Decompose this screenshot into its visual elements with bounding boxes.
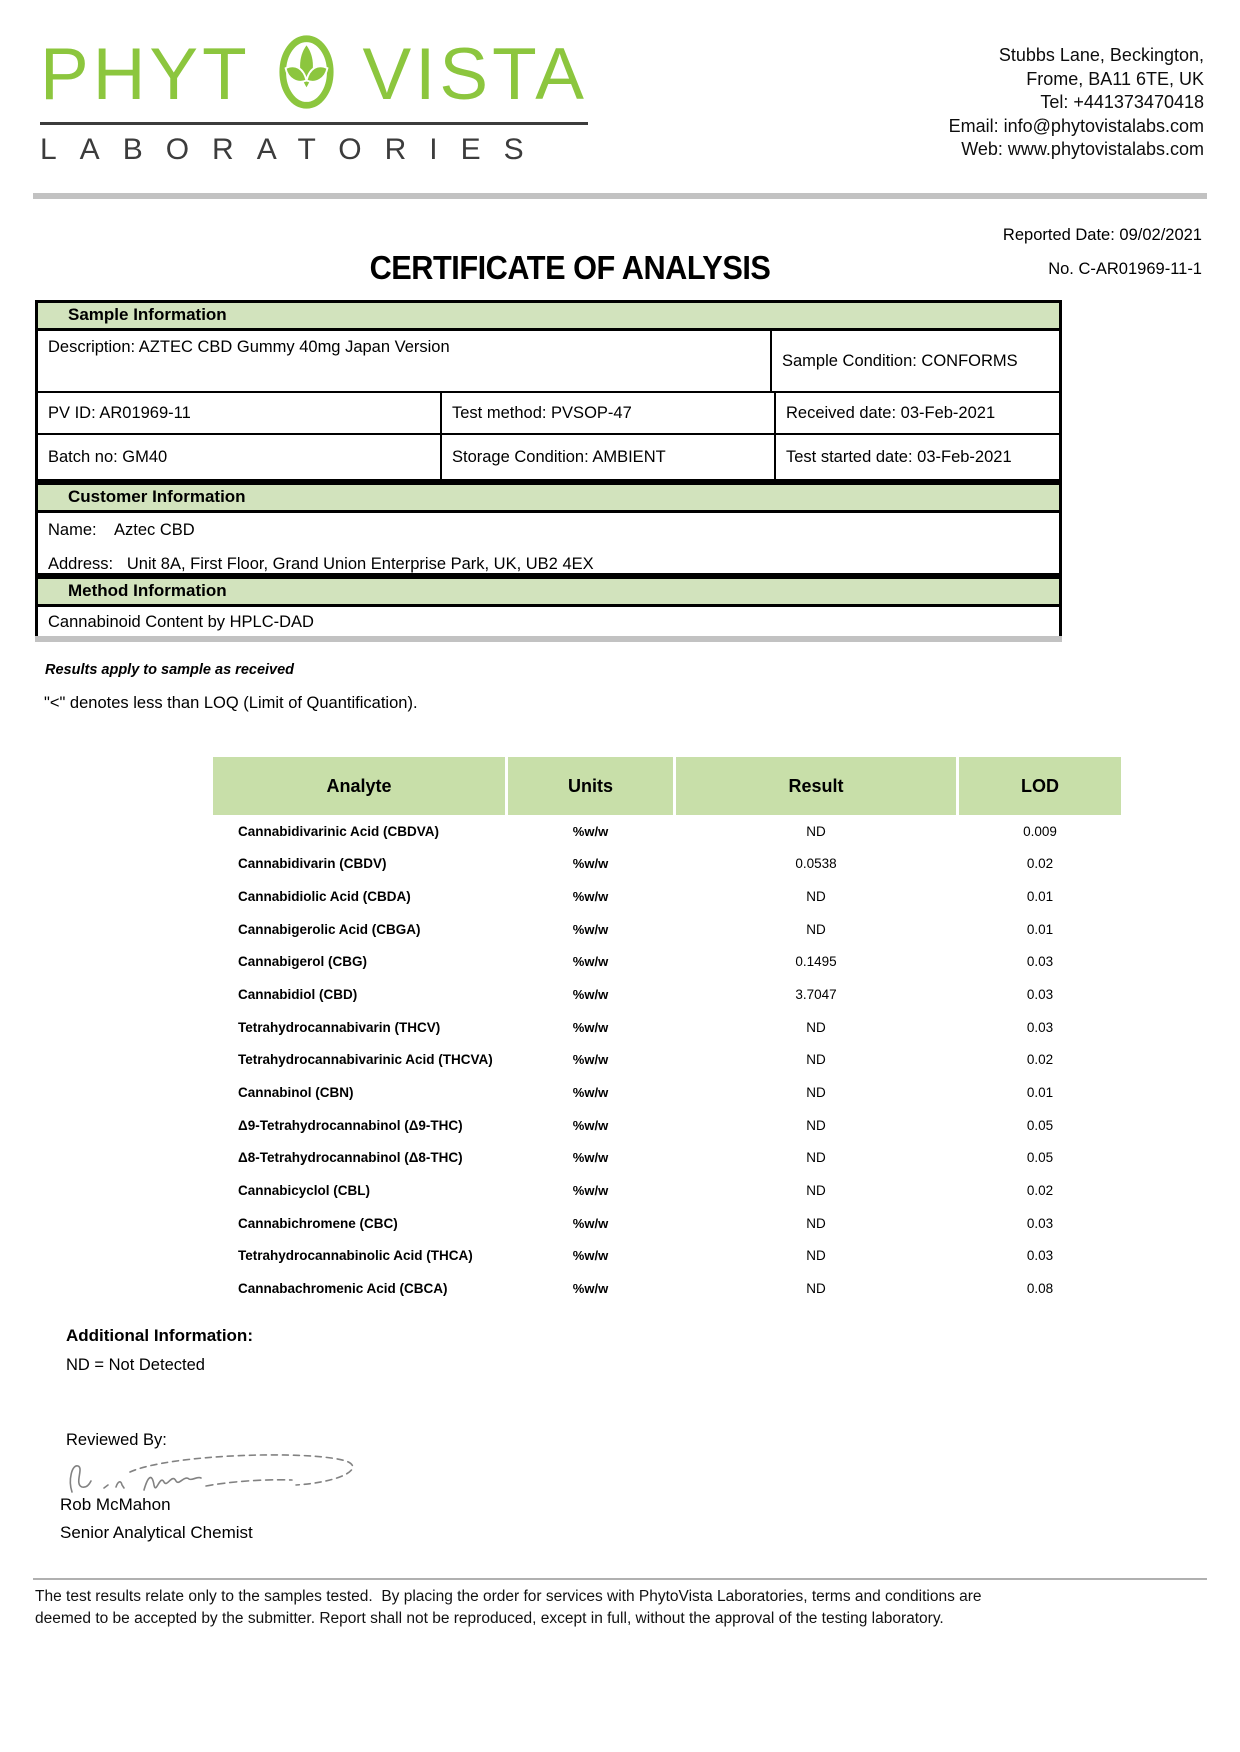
sample-information-box <box>35 300 1062 482</box>
results-cell-analyte: Cannabichromene (CBC) <box>238 1215 398 1231</box>
results-cell-lod: 0.02 <box>1026 1182 1054 1198</box>
address-line: Stubbs Lane, Beckington, <box>998 45 1204 65</box>
results-cell-lod: 0.05 <box>1026 1150 1054 1166</box>
column-header-result: Result <box>676 757 956 815</box>
results-cell-analyte: Cannabidiol (CBD) <box>238 987 358 1003</box>
section-divider <box>35 636 1062 642</box>
customer-name: Name: Aztec CBD <box>48 521 195 539</box>
address-line: Email: info@phytovistalabs.com <box>948 115 1204 136</box>
method-information-box <box>35 576 1062 640</box>
results-row <box>213 1272 1115 1305</box>
section-title-method: Method Information <box>38 579 1059 607</box>
results-cell-analyte: Cannabinol (CBN) <box>238 1084 354 1100</box>
results-cell-units: %w/w <box>572 954 609 970</box>
results-cell-lod: 0.02 <box>1026 1052 1054 1068</box>
results-cell-analyte: Cannabicyclol (CBL) <box>238 1182 371 1198</box>
received-date: Received date: 03-Feb-2021 <box>774 393 1059 433</box>
results-cell-analyte: Cannabigerolic Acid (CBGA) <box>238 921 421 937</box>
reviewed-by-label: Reviewed By: <box>66 1431 167 1449</box>
logo-text-vista: VISTA <box>362 33 588 115</box>
header-divider <box>33 193 1207 199</box>
results-cell-result: 3.7047 <box>795 987 837 1003</box>
results-cell-analyte: Cannabigerol (CBG) <box>238 954 368 970</box>
storage-condition: Storage Condition: AMBIENT <box>440 435 774 479</box>
loq-note: "<" denotes less than LOQ (Limit of Quantification). <box>44 694 418 712</box>
footer-line: deemed to be accepted by the submitter. Report shall not be reproduced, except in full, without the approval of the testing laboratory. <box>35 1609 944 1627</box>
results-cell-analyte: Cannabidiolic Acid (CBDA) <box>238 889 411 905</box>
customer-address: Address: Unit 8A, First Floor, Grand Union Enterprise Park, UK, UB2 4EX <box>48 555 594 573</box>
results-table-header <box>213 757 1115 815</box>
results-cell-lod: 0.02 <box>1026 856 1054 872</box>
column-header-lod: LOD <box>959 757 1121 815</box>
logo-subtitle: LABORATORIES <box>40 133 547 166</box>
results-cell-lod: 0.08 <box>1026 1280 1054 1296</box>
results-cell-lod: 0.009 <box>1023 823 1057 839</box>
column-header-analyte: Analyte <box>213 757 505 815</box>
results-cell-units: %w/w <box>572 1084 609 1100</box>
results-cell-lod: 0.03 <box>1026 954 1054 970</box>
results-cell-units: %w/w <box>572 1150 609 1166</box>
results-table <box>213 757 1115 1305</box>
results-row <box>213 1141 1115 1174</box>
additional-information-title: Additional Information: <box>66 1326 253 1345</box>
method-name: Cannabinoid Content by HPLC-DAD <box>48 612 314 631</box>
results-cell-analyte: Cannabachromenic Acid (CBCA) <box>238 1280 448 1296</box>
results-row <box>213 1109 1115 1142</box>
section-title-sample: Sample Information <box>38 303 1059 331</box>
results-cell-lod: 0.01 <box>1026 921 1054 937</box>
results-cell-units: %w/w <box>572 856 609 872</box>
batch-no: Batch no: GM40 <box>48 447 168 466</box>
reviewer-name: Rob McMahon <box>60 1495 171 1514</box>
results-row <box>213 1239 1115 1272</box>
results-cell-analyte: Δ8-Tetrahydrocannabinol (Δ8-THC) <box>238 1150 463 1166</box>
table-row <box>38 391 1059 433</box>
results-cell-units: %w/w <box>572 1117 609 1133</box>
reviewer-role: Senior Analytical Chemist <box>60 1523 253 1542</box>
test-method: Test method: PVSOP-47 <box>440 393 774 433</box>
results-cell-result: ND <box>806 1280 826 1296</box>
pv-id: PV ID: AR01969-11 <box>48 403 191 422</box>
results-cell-units: %w/w <box>572 1280 609 1296</box>
results-cell-lod: 0.01 <box>1026 889 1054 905</box>
results-cell-lod: 0.03 <box>1026 987 1054 1003</box>
lab-address <box>949 44 1204 162</box>
results-cell-units: %w/w <box>572 1215 609 1231</box>
address-line: Web: www.phytovistalabs.com <box>961 139 1204 159</box>
results-cell-analyte: Tetrahydrocannabinolic Acid (THCA) <box>238 1248 473 1264</box>
test-started-date: Test started date: 03-Feb-2021 <box>774 435 1059 479</box>
footer-disclaimer <box>35 1586 1215 1629</box>
results-cell-units: %w/w <box>572 1052 609 1068</box>
logo-divider <box>40 122 588 125</box>
results-cell-result: ND <box>806 1084 826 1100</box>
results-cell-units: %w/w <box>572 1182 609 1198</box>
results-cell-result: 0.0538 <box>795 856 837 872</box>
results-cell-result: ND <box>806 1248 826 1264</box>
results-row <box>213 1076 1115 1109</box>
results-row <box>213 848 1115 881</box>
results-cell-lod: 0.03 <box>1026 1215 1054 1231</box>
sample-condition: Sample Condition: CONFORMS <box>782 351 1018 370</box>
column-header-units: Units <box>508 757 673 815</box>
results-cell-result: ND <box>806 1150 826 1166</box>
table-row <box>38 331 1059 391</box>
info-boxes <box>35 300 1062 640</box>
results-cell-analyte: Cannabidivarinic Acid (CBDVA) <box>238 823 440 839</box>
results-row <box>213 946 1115 979</box>
results-row <box>213 1207 1115 1240</box>
results-cell-result: ND <box>806 889 826 905</box>
results-cell-units: %w/w <box>572 921 609 937</box>
results-cell-analyte: Δ9-Tetrahydrocannabinol (Δ9-THC) <box>238 1117 463 1133</box>
results-table-rows <box>213 815 1115 1305</box>
results-row <box>213 880 1115 913</box>
results-cell-lod: 0.03 <box>1026 1248 1054 1264</box>
results-row <box>213 913 1115 946</box>
results-cell-units: %w/w <box>572 1248 609 1264</box>
logo-text-phyt: PHYT <box>40 33 251 115</box>
results-cell-analyte: Tetrahydrocannabivarinic Acid (THCVA) <box>238 1052 493 1068</box>
logo-wordmark <box>40 34 588 114</box>
results-cell-result: ND <box>806 823 826 839</box>
logo <box>40 34 588 167</box>
results-cell-lod: 0.01 <box>1026 1084 1054 1100</box>
results-row <box>213 1011 1115 1044</box>
reported-date: Reported Date: 09/02/2021 <box>1002 226 1202 244</box>
results-cell-analyte: Tetrahydrocannabivarin (THCV) <box>238 1019 441 1035</box>
results-cell-result: ND <box>806 1117 826 1133</box>
results-cell-result: ND <box>806 1182 826 1198</box>
results-cell-units: %w/w <box>572 987 609 1003</box>
page-title: CERTIFICATE OF ANALYSIS <box>369 249 771 286</box>
footer-divider <box>33 1578 1207 1580</box>
results-cell-units: %w/w <box>572 823 609 839</box>
results-row <box>213 978 1115 1011</box>
results-cell-result: ND <box>806 921 826 937</box>
results-cell-result: 0.1495 <box>795 954 837 970</box>
results-note: Results apply to sample as received <box>45 662 295 678</box>
certificate-number: No. C-AR01969-11-1 <box>1048 260 1202 278</box>
sample-description: Description: AZTEC CBD Gummy 40mg Japan Version <box>38 331 772 391</box>
results-row <box>213 1174 1115 1207</box>
section-title-customer: Customer Information <box>38 485 1059 513</box>
results-cell-analyte: Cannabidivarin (CBDV) <box>238 856 387 872</box>
results-row <box>213 1043 1115 1076</box>
results-cell-units: %w/w <box>572 889 609 905</box>
footer-line: The test results relate only to the samples tested. By placing the order for services with PhytoVista Laboratories, terms and conditions are <box>35 1588 982 1605</box>
address-line: Tel: +441373470418 <box>1040 92 1204 112</box>
customer-details <box>38 513 1059 573</box>
results-cell-lod: 0.03 <box>1026 1019 1054 1035</box>
leaf-icon <box>278 34 335 110</box>
results-cell-lod: 0.05 <box>1026 1117 1054 1133</box>
results-cell-result: ND <box>806 1215 826 1231</box>
results-row <box>213 815 1115 848</box>
nd-definition: ND = Not Detected <box>66 1356 205 1374</box>
address-line: Frome, BA11 6TE, UK <box>1026 68 1204 89</box>
results-cell-units: %w/w <box>572 1019 609 1035</box>
results-cell-result: ND <box>806 1052 826 1068</box>
customer-information-box <box>35 482 1062 576</box>
results-cell-result: ND <box>806 1019 826 1035</box>
table-row <box>38 433 1059 479</box>
